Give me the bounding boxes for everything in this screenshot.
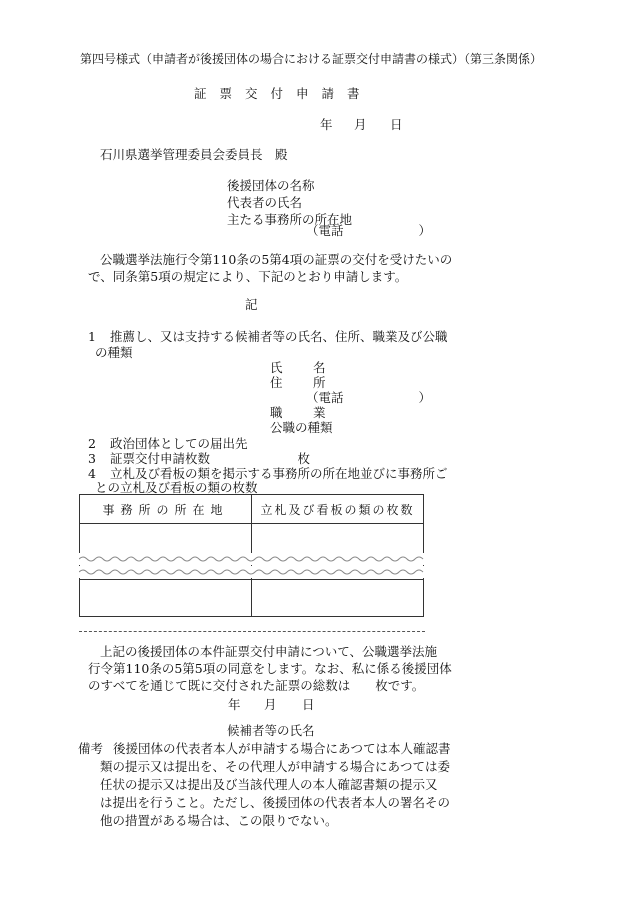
ki-mark: 記 — [245, 297, 258, 312]
item-text: 立札及び看板の類を掲示する事務所の所在地並びに事務所ご — [110, 466, 448, 481]
applicant-office-address-label: 主たる事務所の所在地 — [227, 212, 353, 227]
consent-line-1: 上記の後援団体の本件証票交付申請について、公職選挙法施 — [100, 644, 438, 659]
table-cell-address[interactable] — [80, 580, 252, 617]
item-2 — [88, 436, 248, 451]
item-3 — [88, 451, 310, 466]
item-1-continued: の種類 — [95, 345, 133, 360]
item-4-continued: との立札及び看板の類の枚数 — [95, 480, 258, 495]
item-number: 1 — [88, 329, 96, 344]
consent-line-2: 行令第110条の5第5項の同意をします。なお、私に係る後援団体 — [88, 661, 452, 676]
remarks-line-2: 類の提示又は提出を、その代理人が申請する場合にあつては委 — [100, 759, 451, 774]
addressee: 石川県選挙管理委員会委員長 殿 — [100, 147, 288, 162]
date-day: 日 — [390, 117, 403, 132]
item-4 — [88, 466, 448, 481]
consent-date-month: 月 — [264, 697, 277, 712]
candidate-address-label: 住 所 — [270, 375, 335, 390]
signature-label: 候補者等の氏名 — [227, 723, 315, 738]
table-row — [80, 580, 424, 617]
table-header-count: 立札及び看板の類の枚数 — [252, 495, 424, 524]
remarks-line-3: 任状の提示又は提出及び当該代理人の本人確認書類の提示又 — [100, 777, 438, 792]
form-heading: 証票交付申請書 — [194, 86, 373, 101]
item-number: 2 — [88, 436, 96, 451]
candidate-phone-label: （電話 ） — [306, 390, 432, 405]
item-text: 証票交付申請枚数 枚 — [110, 451, 311, 466]
applicant-org-name-label: 後援団体の名称 — [227, 178, 315, 193]
table-header-row — [80, 495, 424, 524]
applicant-representative-label: 代表者の氏名 — [227, 195, 303, 210]
item-text: 推薦し、又は支持する候補者等の氏名、住所、職業及び公職 — [110, 329, 448, 344]
table-header-address: 事務所の所在地 — [80, 495, 252, 524]
remarks-line-5: 他の措置がある場合は、この限りでない。 — [100, 813, 338, 828]
form-title: 第四号様式（申請者が後援団体の場合における証票交付申請書の様式）（第三条関係） — [80, 52, 543, 66]
dashed-separator — [79, 631, 425, 632]
table-cell-count[interactable] — [252, 580, 424, 617]
item-text: 政治団体としての届出先 — [110, 436, 248, 451]
consent-date-year: 年 — [228, 697, 241, 712]
date-year: 年 — [320, 117, 333, 132]
item-1 — [88, 329, 448, 344]
candidate-occupation-label: 職 業 — [270, 405, 335, 420]
remarks-line-4: は提出を行うこと。ただし、後援団体の代表者本人の署名その — [100, 795, 451, 810]
candidate-office-type-label: 公職の種類 — [270, 420, 333, 435]
item-number: 4 — [88, 466, 96, 481]
table-break-wave-bottom — [79, 566, 425, 578]
intro-line-1: 公職選挙法施行令第110条の5第4項の証票の交付を受けたいの — [100, 252, 453, 267]
table-break-wave-top — [79, 553, 425, 565]
date-month: 月 — [354, 117, 367, 132]
remarks-label: 備考 — [78, 741, 104, 756]
item-number: 3 — [88, 451, 96, 466]
applicant-phone-label: （電話 ） — [306, 223, 432, 238]
remarks-line-1: 後援団体の代表者本人が申請する場合にあつては本人確認書 — [113, 741, 451, 756]
candidate-name-label: 氏 名 — [270, 360, 335, 375]
consent-line-3: のすべてを通じて既に交付された証票の総数は 枚です。 — [88, 678, 425, 693]
intro-line-2: で、同条第5項の規定により、下記のとおり申請します。 — [88, 269, 408, 284]
consent-date-day: 日 — [302, 697, 315, 712]
